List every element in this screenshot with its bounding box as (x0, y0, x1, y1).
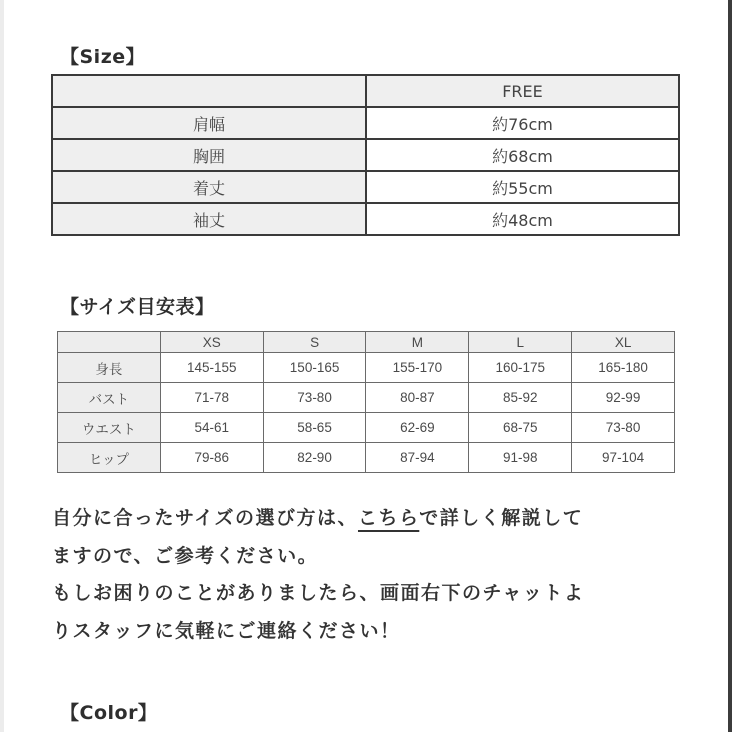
table-row (58, 443, 675, 473)
size-row-value: 約55cm (366, 171, 679, 203)
table-row (58, 383, 675, 413)
color-section-title: 【Color】 (60, 702, 158, 724)
size-guide-cell: 155-170 (366, 353, 469, 383)
note-line-1 (52, 500, 692, 538)
size-table-header-row (52, 75, 679, 107)
size-guide-cell: 97-104 (572, 443, 675, 473)
size-guide-column-header: XL (572, 332, 675, 353)
size-guide-cell: 92-99 (572, 383, 675, 413)
note-line-1-after: で詳しく解説して (419, 507, 584, 529)
size-guide-cell: 80-87 (366, 383, 469, 413)
size-guide-column-header: XS (160, 332, 263, 353)
note-line-2: ますので、ご参考ください。 (52, 544, 319, 567)
note-line-4: りスタッフに気軽にご連絡ください！ (52, 619, 401, 642)
size-guide-column-header: S (263, 332, 366, 353)
note-line-3: もしお困りのことがありましたら、画面右下のチャットよ (52, 582, 585, 604)
size-row-label: 肩幅 (52, 107, 366, 139)
table-row (52, 203, 679, 235)
size-guide-cell: 150-165 (263, 353, 366, 383)
size-table-header-label (52, 75, 366, 107)
size-row-value: 約48cm (366, 203, 679, 235)
size-guide-row-label: ヒップ (58, 443, 161, 473)
size-guide-table (57, 331, 675, 473)
size-guide-cell: 91-98 (469, 443, 572, 473)
size-guide-cell: 58-65 (263, 413, 366, 443)
size-table-header-value: FREE (366, 75, 679, 107)
size-section-title: 【Size】 (60, 46, 146, 68)
size-guide-header-row (58, 332, 675, 353)
size-guide-cell: 71-78 (160, 383, 263, 413)
size-table (51, 74, 680, 236)
size-guide-cell: 73-80 (572, 413, 675, 443)
size-guide-row-label: 身長 (58, 353, 161, 383)
size-guide-cell: 73-80 (263, 383, 366, 413)
size-guide-row-label: ウエスト (58, 413, 161, 443)
table-row (58, 353, 675, 383)
size-help-note (52, 500, 692, 650)
size-row-value: 約68cm (366, 139, 679, 171)
size-guide-link[interactable]: こちら (357, 507, 420, 529)
size-guide-corner-cell (58, 332, 161, 353)
size-guide-column-header: L (469, 332, 572, 353)
right-frame-border (728, 0, 732, 732)
size-guide-title: 【サイズ目安表】 (60, 296, 215, 318)
size-guide-cell: 145-155 (160, 353, 263, 383)
size-guide-cell: 87-94 (366, 443, 469, 473)
size-guide-cell: 68-75 (469, 413, 572, 443)
size-guide-cell: 165-180 (572, 353, 675, 383)
size-guide-cell: 85-92 (469, 383, 572, 413)
size-row-value: 約76cm (366, 107, 679, 139)
note-line-1-before: 自分に合ったサイズの選び方は、 (52, 507, 358, 529)
size-guide-cell: 160-175 (469, 353, 572, 383)
size-row-label: 袖丈 (52, 203, 366, 235)
table-row (52, 171, 679, 203)
size-guide-row-label: バスト (58, 383, 161, 413)
left-frame-border (0, 0, 4, 732)
size-row-label: 胸囲 (52, 139, 366, 171)
size-row-label: 着丈 (52, 171, 366, 203)
table-row (52, 107, 679, 139)
size-guide-cell: 79-86 (160, 443, 263, 473)
size-guide-cell: 54-61 (160, 413, 263, 443)
size-guide-cell: 82-90 (263, 443, 366, 473)
table-row (52, 139, 679, 171)
size-guide-column-header: M (366, 332, 469, 353)
size-guide-cell: 62-69 (366, 413, 469, 443)
table-row (58, 413, 675, 443)
